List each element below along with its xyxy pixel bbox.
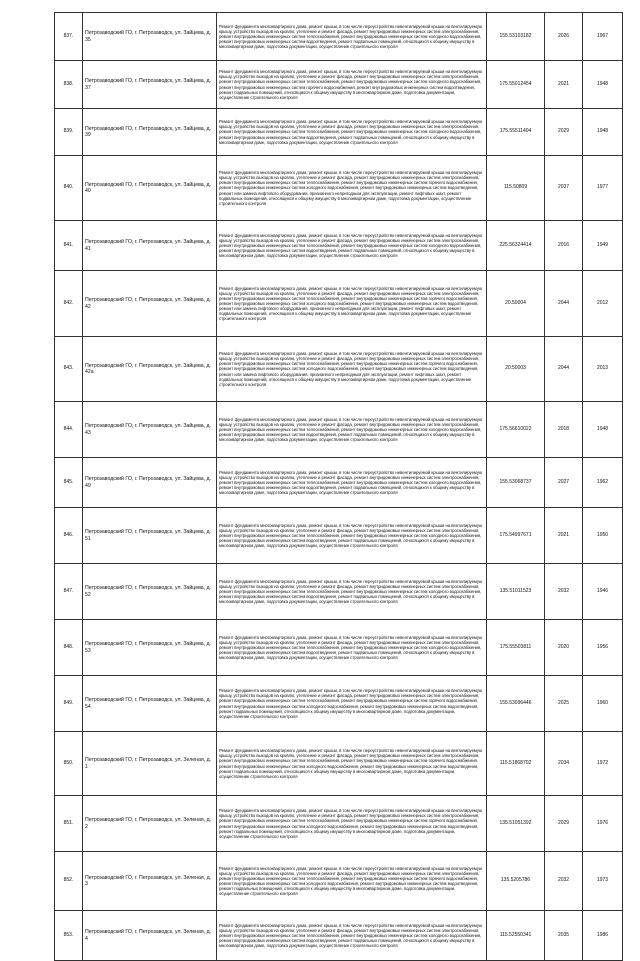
row-number-cell: 851. xyxy=(55,796,83,852)
row-number-cell: 844. xyxy=(55,402,83,458)
cost-cell: 175.54997671 xyxy=(487,508,545,564)
table-body xyxy=(55,13,623,961)
repair-year-cell: 2037 xyxy=(545,156,583,221)
row-number-cell: 849. xyxy=(55,676,83,732)
work-list-cell: Ремонт фундамента многоквартирного дома, ремонт крыши, в том числе переустройство невентилируемой крыши на вентилируемую крышу, устройство выходов на кровлю, утепление и ремонт фасада, ремонт внутридомовых инженерных систем электроснабжения, ремонт внутридомовых инженерных систем теплоснабжения, ремонт внутридомовых инженерных систем холодного водоснабжения, ремонт внутридомовых инженерных систем водоотведения, ремонт подвальных помещений, относящихся к общему имуществу в многоквартирном доме, подготовка документации, осуществление строительного контроля xyxy=(217,109,487,156)
address-cell: Петрозаводский ГО, г. Петрозаводск, ул. Зайцева, д. 51 xyxy=(83,508,217,564)
build-year-cell: 1973 xyxy=(583,852,623,911)
cost-cell: 135.51011523 xyxy=(487,564,545,620)
address-cell: Петрозаводский ГО, г. Петрозаводск, ул. Зайцева, д. 41 xyxy=(83,221,217,271)
work-list-cell: Ремонт фундамента многоквартирного дома, ремонт крыши, в том числе переустройство невентилируемой крыши на вентилируемую крышу, устройство выходов на кровлю, утепление и ремонт фасада, ремонт внутридомовых инженерных систем электроснабжения, ремонт внутридомовых инженерных систем теплоснабжения, ремонт внутридомовых инженерных систем холодного водоснабжения, ремонт внутридомовых инженерных систем водоотведения, ремонт подвальных помещений, относящихся к общему имуществу в многоквартирном доме, подготовка документации, осуществление строительного контроля xyxy=(217,458,487,508)
cost-cell: 20.50003 xyxy=(487,337,545,402)
address-cell: Петрозаводский ГО, г. Петрозаводск, ул. Зайцева, д. 54 xyxy=(83,676,217,732)
row-number-cell: 840. xyxy=(55,156,83,221)
repair-year-cell: 2034 xyxy=(545,732,583,796)
table-row xyxy=(55,271,623,337)
work-list-cell: Ремонт фундамента многоквартирного дома, ремонт крыши, в том числе переустройство невентилируемой крыши на вентилируемую крышу, устройство выходов на кровлю, утепление и ремонт фасада, ремонт внутридомовых инженерных систем электроснабжения, ремонт внутридомовых инженерных систем теплоснабжения, ремонт внутридомовых инженерных систем холодного водоснабжения, ремонт внутридомовых инженерных систем водоотведения, ремонт подвальных помещений, относящихся к общему имуществу в многоквартирном доме, подготовка документации, осуществление строительного контроля xyxy=(217,13,487,61)
row-number-cell: 846. xyxy=(55,508,83,564)
repair-year-cell: 2044 xyxy=(545,271,583,337)
build-year-cell: 1972 xyxy=(583,732,623,796)
work-list-cell: Ремонт фундамента многоквартирного дома, ремонт крыши, в том числе переустройство невентилируемой крыши на вентилируемую крышу, устройство выходов на кровлю, утепление и ремонт фасада, ремонт внутридомовых инженерных систем электроснабжения, ремонт внутридомовых инженерных систем теплоснабжения, ремонт внутридомовых инженерных систем холодного водоснабжения, ремонт внутридомовых инженерных систем водоотведения, ремонт подвальных помещений, относящихся к общему имуществу в многоквартирном доме, подготовка документации, осуществление строительного контроля xyxy=(217,620,487,676)
address-cell: Петрозаводский ГО, г. Петрозаводск, ул. Зайцева, д. 49 xyxy=(83,458,217,508)
build-year-cell: 1946 xyxy=(583,564,623,620)
table-row xyxy=(55,852,623,911)
cost-cell: 175.55503811 xyxy=(487,620,545,676)
table-row xyxy=(55,620,623,676)
cost-cell: 135.51051392 xyxy=(487,796,545,852)
row-number-cell: 837. xyxy=(55,13,83,61)
repair-year-cell: 2029 xyxy=(545,796,583,852)
work-list-cell: Ремонт фундамента многоквартирного дома, ремонт крыши, в том числе переустройство невентилируемой крыши на вентилируемую крышу, устройство выходов на кровлю, утепление и ремонт фасада, ремонт внутридомовых инженерных систем электроснабжения, ремонт внутридомовых инженерных систем теплоснабжения, ремонт внутридомовых инженерных систем горячего водоснабжения, ремонт внутридомовых инженерных систем холодного водоснабжения, ремонт внутридомовых инженерных систем водоотведения, ремонт подвальных помещений, относящихся к общему имуществу в многоквартирном доме, подготовка документации, осуществление строительного контроля xyxy=(217,676,487,732)
address-cell: Петрозаводский ГО, г. Петрозаводск, ул. Зайцева, д. 52 xyxy=(83,564,217,620)
address-cell: Петрозаводский ГО, г. Петрозаводск, ул. Зайцева, д. 53 xyxy=(83,620,217,676)
repair-year-cell: 2032 xyxy=(545,564,583,620)
address-cell: Петрозаводский ГО, г. Петрозаводск, ул. Зайцева, д. 35 xyxy=(83,13,217,61)
work-list-cell: Ремонт фундамента многоквартирного дома, ремонт крыши, в том числе переустройство невентилируемой крыши на вентилируемую крышу, устройство выходов на кровлю, утепление и ремонт фасада, ремонт внутридомовых инженерных систем электроснабжения, ремонт внутридомовых инженерных систем теплоснабжения, ремонт внутридомовых инженерных систем горячего водоснабжения, ремонт внутридомовых инженерных систем холодного водоснабжения, ремонт внутридомовых инженерных систем водоотведения, ремонт или замена лифтового оборудования, признанного непригодным для эксплуатации, ремонт лифтовых шахт, ремонт подвальных помещений, относящихся к общему имуществу в многоквартирном доме, подготовка документации, осуществление строительного контроля xyxy=(217,156,487,221)
build-year-cell: 1986 xyxy=(583,911,623,961)
build-year-cell: 1962 xyxy=(583,458,623,508)
table-row xyxy=(55,564,623,620)
table-row xyxy=(55,796,623,852)
build-year-cell: 1976 xyxy=(583,796,623,852)
build-year-cell: 1950 xyxy=(583,508,623,564)
row-number-cell: 847. xyxy=(55,564,83,620)
repair-year-cell: 2016 xyxy=(545,221,583,271)
address-cell: Петрозаводский ГО, г. Петрозаводск, ул. Зеленая, д. 3 xyxy=(83,852,217,911)
cost-cell: 175.55511404 xyxy=(487,109,545,156)
table-row xyxy=(55,676,623,732)
address-cell: Петрозаводский ГО, г. Петрозаводск, ул. Зайцева, д. 39 xyxy=(83,109,217,156)
cost-cell: 175.56610022 xyxy=(487,402,545,458)
address-cell: Петрозаводский ГО, г. Петрозаводск, ул. Зайцева, д. 43 xyxy=(83,402,217,458)
repair-year-cell: 2021 xyxy=(545,508,583,564)
row-number-cell: 845. xyxy=(55,458,83,508)
build-year-cell: 1956 xyxy=(583,620,623,676)
repair-year-cell: 2026 xyxy=(545,13,583,61)
row-number-cell: 853. xyxy=(55,911,83,961)
cost-cell: 20.50004 xyxy=(487,271,545,337)
table-row xyxy=(55,61,623,109)
row-number-cell: 843. xyxy=(55,337,83,402)
repair-year-cell: 2025 xyxy=(545,676,583,732)
cost-cell: 155.53103182 xyxy=(487,13,545,61)
table-row xyxy=(55,911,623,961)
work-list-cell: Ремонт фундамента многоквартирного дома, ремонт крыши, в том числе переустройство невентилируемой крыши на вентилируемую крышу, устройство выходов на кровлю, утепление и ремонт фасада, ремонт внутридомовых инженерных систем электроснабжения, ремонт внутридомовых инженерных систем теплоснабжения, ремонт внутридомовых инженерных систем холодного водоснабжения, ремонт внутридомовых инженерных систем водоотведения, ремонт подвальных помещений, относящихся к общему имуществу в многоквартирном доме, подготовка документации, осуществление строительного контроля xyxy=(217,221,487,271)
work-list-cell: Ремонт фундамента многоквартирного дома, ремонт крыши, в том числе переустройство невентилируемой крыши на вентилируемую крышу, устройство выходов на кровлю, утепление и ремонт фасада, ремонт внутридомовых инженерных систем электроснабжения, ремонт внутридомовых инженерных систем теплоснабжения, ремонт внутридомовых инженерных систем холодного водоснабжения, ремонт внутридомовых инженерных систем водоотведения, ремонт подвальных помещений, относящихся к общему имуществу в многоквартирном доме, подготовка документации, осуществление строительного контроля xyxy=(217,402,487,458)
build-year-cell: 2013 xyxy=(583,337,623,402)
table-row xyxy=(55,337,623,402)
work-list-cell: Ремонт фундамента многоквартирного дома, ремонт крыши, в том числе переустройство невентилируемой крыши на вентилируемую крышу, устройство выходов на кровлю, утепление и ремонт фасада, ремонт внутридомовых инженерных систем электроснабжения, ремонт внутридомовых инженерных систем теплоснабжения, ремонт внутридомовых инженерных систем горячего водоснабжения, ремонт внутридомовых инженерных систем холодного водоснабжения, ремонт внутридомовых инженерных систем водоотведения, ремонт или замена лифтового оборудования, признанного непригодным для эксплуатации, ремонт лифтовых шахт, ремонт подвальных помещений, относящихся к общему имуществу в многоквартирном доме, подготовка документации, осуществление строительного контроля xyxy=(217,271,487,337)
address-cell: Петрозаводский ГО, г. Петрозаводск, ул. Зайцева, д. 40 xyxy=(83,156,217,221)
row-number-cell: 838. xyxy=(55,61,83,109)
cost-cell: 225.56324414 xyxy=(487,221,545,271)
cost-cell: 115.52550341 xyxy=(487,911,545,961)
repair-year-cell: 2035 xyxy=(545,911,583,961)
address-cell: Петрозаводский ГО, г. Петрозаводск, ул. Зеленая, д. 1 xyxy=(83,732,217,796)
build-year-cell: 2012 xyxy=(583,271,623,337)
row-number-cell: 841. xyxy=(55,221,83,271)
row-number-cell: 839. xyxy=(55,109,83,156)
repair-year-cell: 2032 xyxy=(545,852,583,911)
work-list-cell: Ремонт фундамента многоквартирного дома, ремонт крыши, в том числе переустройство невентилируемой крыши на вентилируемую крышу, устройство выходов на кровлю, утепление и ремонт фасада, ремонт внутридомовых инженерных систем электроснабжения, ремонт внутридомовых инженерных систем теплоснабжения, ремонт внутридомовых инженерных систем холодного водоснабжения, ремонт внутридомовых инженерных систем горячего водоснабжения, ремонт внутридомовых инженерных систем водоотведения, ремонт подвальных помещений, относящихся к общему имуществу в многоквартирном доме, подготовка документации, осуществление строительного контроля xyxy=(217,61,487,109)
cost-cell: 175.55012454 xyxy=(487,61,545,109)
build-year-cell: 1977 xyxy=(583,156,623,221)
cost-cell: 155.53096446 xyxy=(487,676,545,732)
build-year-cell: 1948 xyxy=(583,61,623,109)
address-cell: Петрозаводский ГО, г. Петрозаводск, ул. Зайцева, д. 42а xyxy=(83,337,217,402)
repair-year-cell: 2027 xyxy=(545,458,583,508)
row-number-cell: 842. xyxy=(55,271,83,337)
table-row xyxy=(55,109,623,156)
address-cell: Петрозаводский ГО, г. Петрозаводск, ул. Зеленая, д. 4 xyxy=(83,911,217,961)
table-row xyxy=(55,221,623,271)
capital-repair-table xyxy=(54,12,623,961)
table-row xyxy=(55,458,623,508)
table-row xyxy=(55,732,623,796)
row-number-cell: 848. xyxy=(55,620,83,676)
work-list-cell: Ремонт фундамента многоквартирного дома, ремонт крыши, в том числе переустройство невентилируемой крыши на вентилируемую крышу, устройство выходов на кровлю, утепление и ремонт фасада, ремонт внутридомовых инженерных систем электроснабжения, ремонт внутридомовых инженерных систем теплоснабжения, ремонт внутридомовых инженерных систем холодного водоснабжения, ремонт внутридомовых инженерных систем водоотведения, ремонт подвальных помещений, относящихся к общему имуществу в многоквартирном доме, подготовка документации, осуществление строительного контроля xyxy=(217,508,487,564)
table-row xyxy=(55,156,623,221)
table-row xyxy=(55,13,623,61)
build-year-cell: 1948 xyxy=(583,109,623,156)
address-cell: Петрозаводский ГО, г. Петрозаводск, ул. Зайцева, д. 37 xyxy=(83,61,217,109)
repair-year-cell: 2018 xyxy=(545,402,583,458)
work-list-cell: Ремонт фундамента многоквартирного дома, ремонт крыши, в том числе переустройство невентилируемой крыши на вентилируемую крышу, устройство выходов на кровлю, утепление и ремонт фасада, ремонт внутридомовых инженерных систем электроснабжения, ремонт внутридомовых инженерных систем теплоснабжения, ремонт внутридомовых инженерных систем горячего водоснабжения, ремонт внутридомовых инженерных систем холодного водоснабжения, ремонт внутридомовых инженерных систем водоотведения, ремонт подвальных помещений, относящихся к общему имуществу в многоквартирном доме, подготовка документации, осуществление строительного контроля xyxy=(217,852,487,911)
build-year-cell: 1967 xyxy=(583,13,623,61)
build-year-cell: 1960 xyxy=(583,676,623,732)
address-cell: Петрозаводский ГО, г. Петрозаводск, ул. Зайцева, д. 42 xyxy=(83,271,217,337)
table-row xyxy=(55,508,623,564)
work-list-cell: Ремонт фундамента многоквартирного дома, ремонт крыши, в том числе переустройство невентилируемой крыши на вентилируемую крышу, устройство выходов на кровлю, утепление и ремонт фасада, ремонт внутридомовых инженерных систем электроснабжения, ремонт внутридомовых инженерных систем теплоснабжения, ремонт внутридомовых инженерных систем холодного водоснабжения, ремонт внутридомовых инженерных систем водоотведения, ремонт подвальных помещений, относящихся к общему имуществу в многоквартирном доме, подготовка документации, осуществление строительного контроля xyxy=(217,564,487,620)
repair-year-cell: 2029 xyxy=(545,109,583,156)
work-list-cell: Ремонт фундамента многоквартирного дома, ремонт крыши, в том числе переустройство невентилируемой крыши на вентилируемую крышу, устройство выходов на кровлю, утепление и ремонт фасада, ремонт внутридомовых инженерных систем электроснабжения, ремонт внутридомовых инженерных систем теплоснабжения, ремонт внутридомовых инженерных систем горячего водоснабжения, ремонт внутридомовых инженерных систем холодного водоснабжения, ремонт внутридомовых инженерных систем водоотведения, ремонт подвальных помещений, относящихся к общему имуществу в многоквартирном доме, подготовка документации, осуществление строительного контроля xyxy=(217,732,487,796)
build-year-cell: 1948 xyxy=(583,402,623,458)
build-year-cell: 1949 xyxy=(583,221,623,271)
cost-cell: 155.53068737 xyxy=(487,458,545,508)
table-row xyxy=(55,402,623,458)
cost-cell: 135.5205786 xyxy=(487,852,545,911)
row-number-cell: 852. xyxy=(55,852,83,911)
cost-cell: 115.50809 xyxy=(487,156,545,221)
work-list-cell: Ремонт фундамента многоквартирного дома, ремонт крыши, в том числе переустройство невентилируемой крыши на вентилируемую крышу, устройство выходов на кровлю, утепление и ремонт фасада, ремонт внутридомовых инженерных систем электроснабжения, ремонт внутридомовых инженерных систем теплоснабжения, ремонт внутридомовых инженерных систем горячего водоснабжения, ремонт внутридомовых инженерных систем холодного водоснабжения, ремонт внутридомовых инженерных систем водоотведения, ремонт подвальных помещений, относящихся к общему имуществу в многоквартирном доме, подготовка документации, осуществление строительного контроля xyxy=(217,796,487,852)
address-cell: Петрозаводский ГО, г. Петрозаводск, ул. Зеленая, д. 2 xyxy=(83,796,217,852)
work-list-cell: Ремонт фундамента многоквартирного дома, ремонт крыши, в том числе переустройство невентилируемой крыши на вентилируемую крышу, устройство выходов на кровлю, утепление и ремонт фасада, ремонт внутридомовых инженерных систем электроснабжения, ремонт внутридомовых инженерных систем теплоснабжения, ремонт внутридомовых инженерных систем горячего водоснабжения, ремонт внутридомовых инженерных систем холодного водоснабжения, ремонт внутридомовых инженерных систем водоотведения, ремонт или замена лифтового оборудования, признанного непригодным для эксплуатации, ремонт лифтовых шахт, ремонт подвальных помещений, относящихся к общему имуществу в многоквартирном доме, подготовка документации, осуществление строительного контроля xyxy=(217,337,487,402)
repair-year-cell: 2020 xyxy=(545,620,583,676)
cost-cell: 115.51868702 xyxy=(487,732,545,796)
repair-year-cell: 2044 xyxy=(545,337,583,402)
work-list-cell: Ремонт фундамента многоквартирного дома, ремонт крыши, в том числе переустройство невентилируемой крыши на вентилируемую крышу, устройство выходов на кровлю, утепление и ремонт фасада, ремонт внутридомовых инженерных систем электроснабжения, ремонт внутридомовых инженерных систем теплоснабжения, ремонт внутридомовых инженерных систем холодного водоснабжения, ремонт внутридомовых инженерных систем водоотведения, ремонт подвальных помещений, относящихся к общему имуществу в многоквартирном доме, подготовка документации, осуществление строительного контроля xyxy=(217,911,487,961)
row-number-cell: 850. xyxy=(55,732,83,796)
repair-year-cell: 2021 xyxy=(545,61,583,109)
